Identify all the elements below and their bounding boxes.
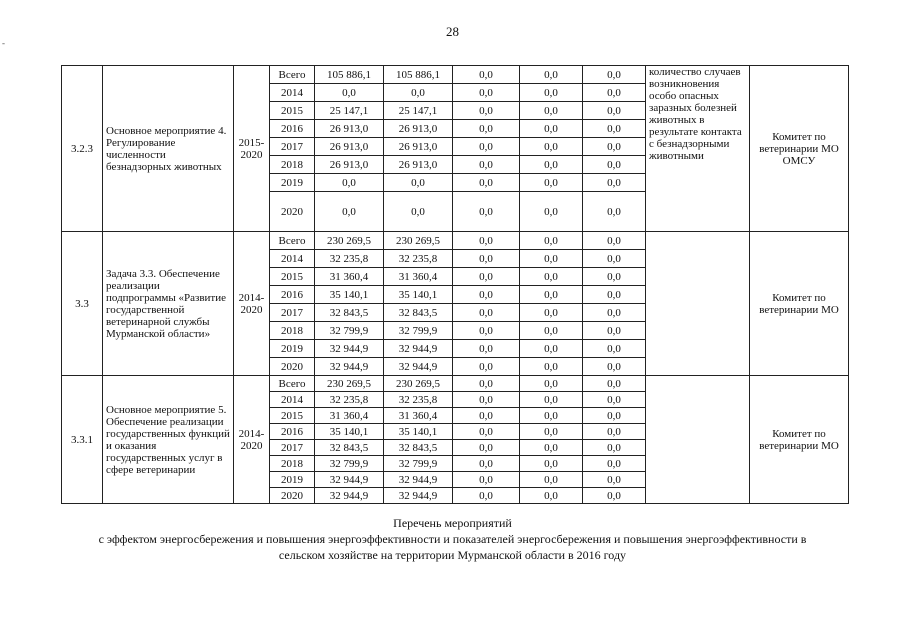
amount-cell: 0,0 bbox=[453, 392, 520, 408]
amount-cell: 31 360,4 bbox=[315, 268, 384, 286]
amount-cell: 0,0 bbox=[583, 138, 646, 156]
year-cell: 2014 bbox=[270, 84, 315, 102]
year-cell: 2016 bbox=[270, 120, 315, 138]
amount-cell: 230 269,5 bbox=[384, 232, 453, 250]
year-cell: 2015 bbox=[270, 408, 315, 424]
amount-cell: 0,0 bbox=[384, 84, 453, 102]
section-name: Задача 3.3. Обеспечение реализации подпрограммы «Развитие государственной ветеринарной службы Мурманской области» bbox=[103, 232, 234, 376]
amount-cell: 0,0 bbox=[453, 192, 520, 232]
amount-cell: 0,0 bbox=[583, 192, 646, 232]
amount-cell: 31 360,4 bbox=[384, 268, 453, 286]
amount-cell: 0,0 bbox=[583, 376, 646, 392]
amount-cell: 0,0 bbox=[583, 472, 646, 488]
amount-cell: 32 235,8 bbox=[384, 392, 453, 408]
program-table bbox=[61, 65, 849, 504]
executor-cell: Комитет по ветеринарии МО ОМСУ bbox=[750, 66, 849, 232]
year-cell: 2016 bbox=[270, 286, 315, 304]
section-period: 2014-2020 bbox=[234, 232, 270, 376]
amount-cell: 0,0 bbox=[520, 286, 583, 304]
amount-cell: 35 140,1 bbox=[384, 424, 453, 440]
amount-cell: 0,0 bbox=[453, 250, 520, 268]
amount-cell: 0,0 bbox=[453, 304, 520, 322]
executor-cell: Комитет по ветеринарии МО bbox=[750, 376, 849, 504]
amount-cell: 0,0 bbox=[520, 392, 583, 408]
amount-cell: 26 913,0 bbox=[384, 138, 453, 156]
amount-cell: 32 843,5 bbox=[384, 304, 453, 322]
section-name: Основное мероприятие 5. Обеспечение реализации государственных функций и оказания государственных услуг в сфере ветеринарии bbox=[103, 376, 234, 504]
margin-mark: - bbox=[2, 38, 5, 48]
year-cell: Всего bbox=[270, 232, 315, 250]
amount-cell: 0,0 bbox=[520, 376, 583, 392]
year-cell: 2015 bbox=[270, 268, 315, 286]
section-period: 2014-2020 bbox=[234, 376, 270, 504]
amount-cell: 0,0 bbox=[453, 456, 520, 472]
amount-cell: 26 913,0 bbox=[384, 156, 453, 174]
amount-cell: 230 269,5 bbox=[384, 376, 453, 392]
table-row bbox=[62, 232, 849, 250]
section-code: 3.3.1 bbox=[62, 376, 103, 504]
amount-cell: 0,0 bbox=[520, 440, 583, 456]
amount-cell: 0,0 bbox=[453, 268, 520, 286]
amount-cell: 32 944,9 bbox=[315, 472, 384, 488]
amount-cell: 0,0 bbox=[583, 424, 646, 440]
amount-cell: 0,0 bbox=[520, 408, 583, 424]
year-cell: 2020 bbox=[270, 192, 315, 232]
amount-cell: 0,0 bbox=[520, 322, 583, 340]
amount-cell: 26 913,0 bbox=[315, 156, 384, 174]
indicator-cell bbox=[646, 232, 750, 376]
caption-title: Перечень мероприятий bbox=[393, 516, 512, 530]
amount-cell: 31 360,4 bbox=[384, 408, 453, 424]
amount-cell: 0,0 bbox=[520, 102, 583, 120]
amount-cell: 0,0 bbox=[453, 66, 520, 84]
section-code: 3.2.3 bbox=[62, 66, 103, 232]
amount-cell: 0,0 bbox=[583, 250, 646, 268]
section-period: 2015-2020 bbox=[234, 66, 270, 232]
amount-cell: 32 944,9 bbox=[384, 472, 453, 488]
amount-cell: 32 843,5 bbox=[315, 440, 384, 456]
amount-cell: 230 269,5 bbox=[315, 232, 384, 250]
year-cell: 2017 bbox=[270, 440, 315, 456]
amount-cell: 26 913,0 bbox=[384, 120, 453, 138]
year-cell: 2015 bbox=[270, 102, 315, 120]
year-cell: 2014 bbox=[270, 250, 315, 268]
year-cell: 2016 bbox=[270, 424, 315, 440]
amount-cell: 0,0 bbox=[583, 268, 646, 286]
caption-line-3: сельском хозяйстве на территории Мурманской области в 2016 году bbox=[278, 548, 627, 562]
amount-cell: 0,0 bbox=[453, 340, 520, 358]
amount-cell: 32 843,5 bbox=[315, 304, 384, 322]
amount-cell: 25 147,1 bbox=[384, 102, 453, 120]
amount-cell: 0,0 bbox=[520, 232, 583, 250]
year-cell: 2018 bbox=[270, 156, 315, 174]
page-number: 28 bbox=[446, 24, 459, 39]
year-cell: 2019 bbox=[270, 174, 315, 192]
amount-cell: 0,0 bbox=[583, 286, 646, 304]
amount-cell: 0,0 bbox=[583, 304, 646, 322]
amount-cell: 32 799,9 bbox=[384, 322, 453, 340]
amount-cell: 0,0 bbox=[520, 304, 583, 322]
amount-cell: 230 269,5 bbox=[315, 376, 384, 392]
amount-cell: 31 360,4 bbox=[315, 408, 384, 424]
amount-cell: 32 843,5 bbox=[384, 440, 453, 456]
section-code: 3.3 bbox=[62, 232, 103, 376]
amount-cell: 0,0 bbox=[520, 456, 583, 472]
year-cell: 2017 bbox=[270, 138, 315, 156]
amount-cell: 0,0 bbox=[453, 488, 520, 504]
year-cell: 2018 bbox=[270, 456, 315, 472]
amount-cell: 0,0 bbox=[583, 120, 646, 138]
amount-cell: 0,0 bbox=[520, 358, 583, 376]
section-name: Основное мероприятие 4. Регулирование численности безнадзорных животных bbox=[103, 66, 234, 232]
amount-cell: 0,0 bbox=[583, 174, 646, 192]
indicator-cell bbox=[646, 376, 750, 504]
amount-cell: 35 140,1 bbox=[315, 424, 384, 440]
amount-cell: 0,0 bbox=[453, 138, 520, 156]
amount-cell: 26 913,0 bbox=[315, 120, 384, 138]
amount-cell: 32 944,9 bbox=[384, 358, 453, 376]
amount-cell: 0,0 bbox=[453, 322, 520, 340]
amount-cell: 0,0 bbox=[583, 102, 646, 120]
amount-cell: 0,0 bbox=[520, 250, 583, 268]
table-body bbox=[62, 66, 849, 504]
amount-cell: 0,0 bbox=[453, 232, 520, 250]
amount-cell: 32 799,9 bbox=[384, 456, 453, 472]
amount-cell: 105 886,1 bbox=[315, 66, 384, 84]
amount-cell: 0,0 bbox=[583, 488, 646, 504]
year-cell: 2020 bbox=[270, 488, 315, 504]
amount-cell: 0,0 bbox=[453, 376, 520, 392]
amount-cell: 32 235,8 bbox=[315, 392, 384, 408]
amount-cell: 0,0 bbox=[453, 472, 520, 488]
amount-cell: 0,0 bbox=[583, 156, 646, 174]
year-cell: 2018 bbox=[270, 322, 315, 340]
amount-cell: 0,0 bbox=[583, 392, 646, 408]
year-cell: Всего bbox=[270, 66, 315, 84]
amount-cell: 0,0 bbox=[583, 358, 646, 376]
amount-cell: 0,0 bbox=[520, 472, 583, 488]
amount-cell: 0,0 bbox=[453, 440, 520, 456]
amount-cell: 0,0 bbox=[583, 84, 646, 102]
year-cell: 2019 bbox=[270, 340, 315, 358]
year-cell: 2019 bbox=[270, 472, 315, 488]
amount-cell: 0,0 bbox=[583, 340, 646, 358]
amount-cell: 35 140,1 bbox=[315, 286, 384, 304]
amount-cell: 0,0 bbox=[384, 192, 453, 232]
amount-cell: 32 235,8 bbox=[384, 250, 453, 268]
amount-cell: 0,0 bbox=[520, 156, 583, 174]
table-row bbox=[62, 66, 849, 84]
amount-cell: 0,0 bbox=[315, 84, 384, 102]
amount-cell: 0,0 bbox=[583, 322, 646, 340]
amount-cell: 32 944,9 bbox=[315, 488, 384, 504]
caption-line-2: с эффектом энергосбережения и повышения энергоэффективности и показателей энергосбережения и повышения энергоэффективности в bbox=[98, 532, 807, 546]
amount-cell: 0,0 bbox=[453, 84, 520, 102]
year-cell: 2020 bbox=[270, 358, 315, 376]
amount-cell: 0,0 bbox=[520, 192, 583, 232]
amount-cell: 0,0 bbox=[453, 408, 520, 424]
amount-cell: 105 886,1 bbox=[384, 66, 453, 84]
indicator-cell: количество случаев возникновения особо опасных заразных болезней животных в результате контакта с безнадзорными животными bbox=[646, 66, 750, 232]
year-cell: 2017 bbox=[270, 304, 315, 322]
amount-cell: 0,0 bbox=[315, 174, 384, 192]
amount-cell: 0,0 bbox=[453, 358, 520, 376]
amount-cell: 0,0 bbox=[583, 408, 646, 424]
amount-cell: 0,0 bbox=[520, 84, 583, 102]
amount-cell: 0,0 bbox=[520, 66, 583, 84]
amount-cell: 25 147,1 bbox=[315, 102, 384, 120]
amount-cell: 0,0 bbox=[520, 138, 583, 156]
amount-cell: 0,0 bbox=[453, 156, 520, 174]
amount-cell: 0,0 bbox=[315, 192, 384, 232]
amount-cell: 0,0 bbox=[453, 286, 520, 304]
amount-cell: 32 944,9 bbox=[384, 488, 453, 504]
amount-cell: 32 944,9 bbox=[315, 358, 384, 376]
executor-cell: Комитет по ветеринарии МО bbox=[750, 232, 849, 376]
amount-cell: 0,0 bbox=[453, 174, 520, 192]
amount-cell: 32 235,8 bbox=[315, 250, 384, 268]
amount-cell: 0,0 bbox=[453, 424, 520, 440]
amount-cell: 0,0 bbox=[583, 456, 646, 472]
amount-cell: 0,0 bbox=[384, 174, 453, 192]
amount-cell: 0,0 bbox=[520, 488, 583, 504]
table-row bbox=[62, 376, 849, 392]
amount-cell: 0,0 bbox=[453, 120, 520, 138]
amount-cell: 0,0 bbox=[520, 340, 583, 358]
amount-cell: 32 799,9 bbox=[315, 322, 384, 340]
amount-cell: 26 913,0 bbox=[315, 138, 384, 156]
year-cell: Всего bbox=[270, 376, 315, 392]
amount-cell: 32 799,9 bbox=[315, 456, 384, 472]
amount-cell: 0,0 bbox=[583, 66, 646, 84]
amount-cell: 32 944,9 bbox=[315, 340, 384, 358]
amount-cell: 0,0 bbox=[520, 174, 583, 192]
amount-cell: 32 944,9 bbox=[384, 340, 453, 358]
amount-cell: 0,0 bbox=[453, 102, 520, 120]
amount-cell: 35 140,1 bbox=[384, 286, 453, 304]
year-cell: 2014 bbox=[270, 392, 315, 408]
amount-cell: 0,0 bbox=[520, 424, 583, 440]
amount-cell: 0,0 bbox=[583, 232, 646, 250]
amount-cell: 0,0 bbox=[583, 440, 646, 456]
amount-cell: 0,0 bbox=[520, 268, 583, 286]
amount-cell: 0,0 bbox=[520, 120, 583, 138]
